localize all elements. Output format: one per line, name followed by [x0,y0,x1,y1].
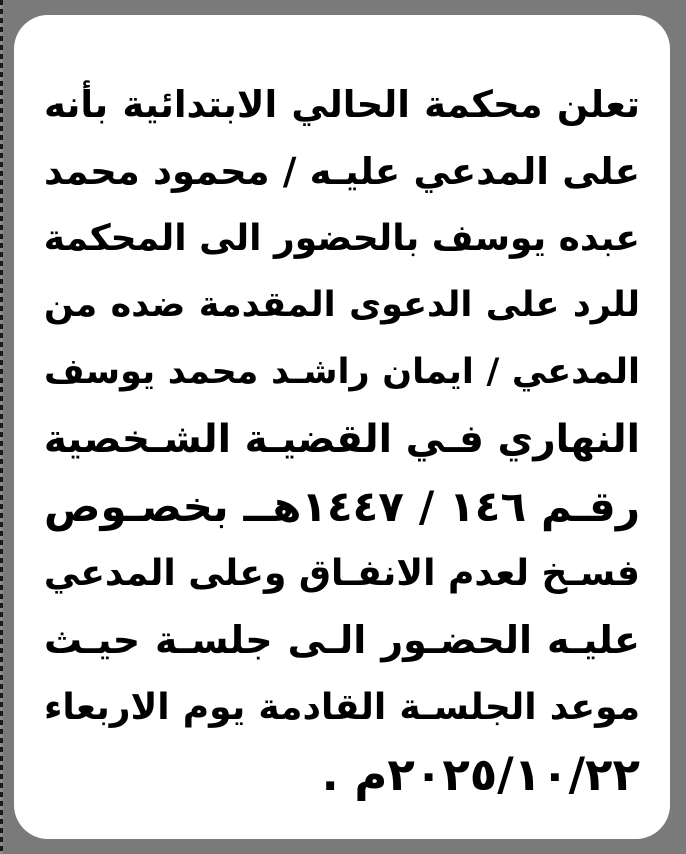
notice-line: عليـه الحضـور الـى جلسـة حيـث [44,618,640,662]
notice-line: موعد الجلسـة القادمة يوم الاربعاء [44,687,640,728]
notice-line: عبده يوسف بالحضور الى المحكمة [43,218,640,259]
notice-line: تعلن محكمة الحالي الابتدائية بأنه [44,83,640,126]
notice-card [14,15,670,839]
notice-line: فسـخ لعدم الانفـاق وعلى المدعي [43,553,640,594]
notice-date-line: ٢٠٢٥/١٠/٢٢م . [321,748,640,801]
notice-line: المدعي / ايمان راشـد محمد يوسف [44,352,640,392]
notice-line: للرد على الدعوى المقدمة ضده من [44,285,640,325]
notice-line: رقـم ١٤٦ / ١٤٤٧هــ بخصـوص [44,482,640,531]
notice-line: النهاري فـي القضيـة الشـخصية [43,417,640,462]
court-notice-text [44,71,640,808]
notice-line: على المدعي عليـه / محمود محمد [44,150,640,193]
left-dashed-border [0,0,3,854]
